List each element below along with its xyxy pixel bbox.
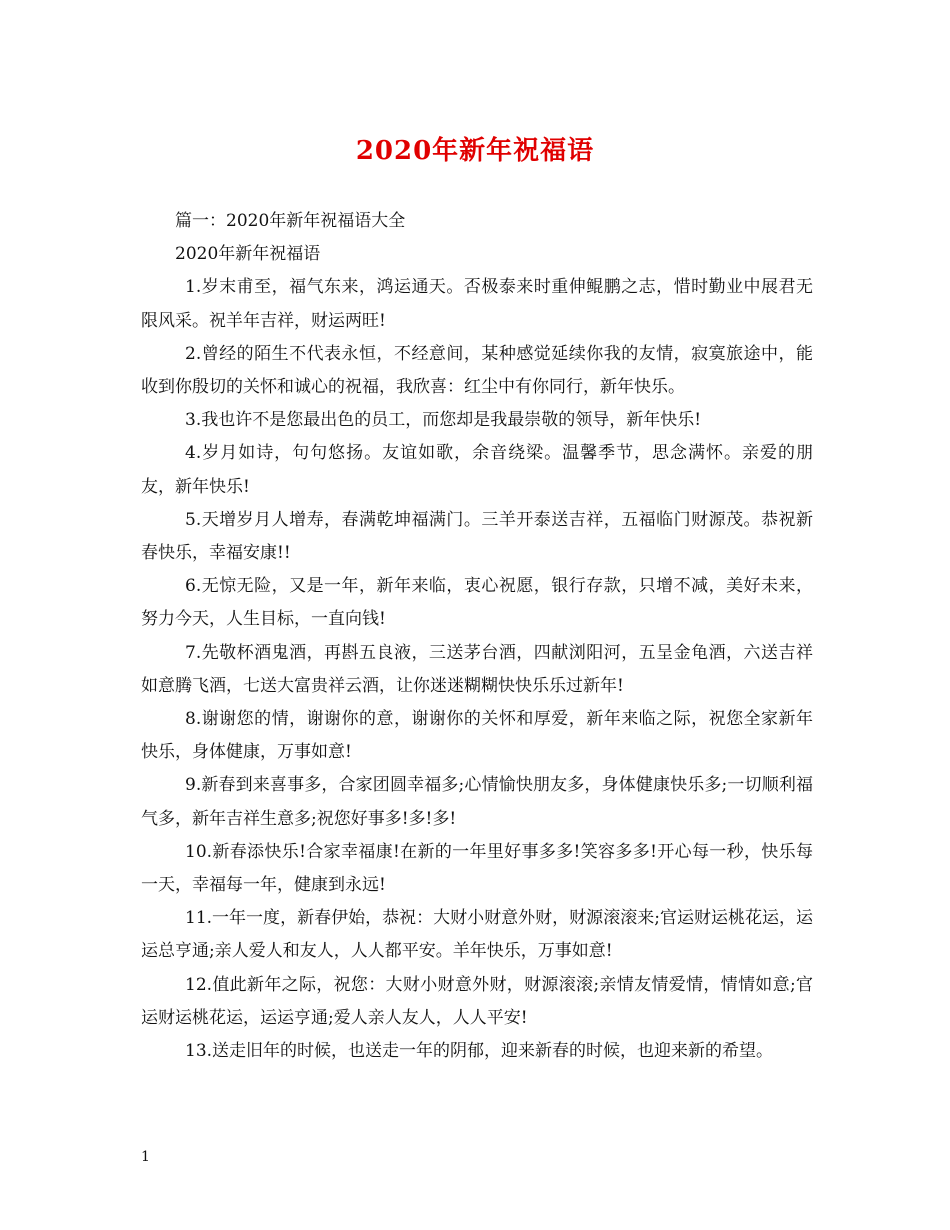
- list-item: 8.谢谢您的情，谢谢你的意，谢谢你的关怀和厚爱，新年来临之际，祝您全家新年快乐，身体健康，万事如意!: [141, 709, 813, 763]
- page-number: 1: [141, 1149, 150, 1165]
- section-heading: 2020年新年祝福语: [175, 244, 321, 265]
- list-item: 9.新春到来喜事多，合家团圆幸福多;心情愉快朋友多，身体健康快乐多;一切顺利福气多，新年吉祥生意多;祝您好事多!多!多!: [141, 775, 813, 829]
- list-item: 6.无惊无险，又是一年，新年来临，衷心祝愿，银行存款，只增不减，美好未来，努力今天，人生目标，一直向钱!: [141, 576, 813, 630]
- list-item: 11.一年一度，新春伊始，恭祝：大财小财意外财，财源滚滚来;官运财运桃花运，运运总亨通;亲人爱人和友人，人人都平安。羊年快乐，万事如意!: [141, 908, 813, 962]
- document-title: 2020年新年祝福语: [355, 136, 595, 166]
- list-item: 13.送走旧年的时候，也送走一年的阴郁，迎来新春的时候，也迎来新的希望。: [185, 1041, 774, 1062]
- list-item: 4.岁月如诗，句句悠扬。友谊如歌，余音绕梁。温馨季节，思念满怀。亲爱的朋友，新年快乐!: [141, 443, 813, 497]
- section-subtitle: 篇一：2020年新年祝福语大全: [175, 211, 406, 231]
- list-item: 7.先敬杯酒鬼酒，再斟五良液，三送茅台酒，四献浏阳河，五呈金龟酒，六送吉祥如意腾飞酒，七送大富贵祥云酒，让你迷迷糊糊快快乐乐过新年!: [141, 642, 813, 696]
- document-body: [141, 205, 813, 1068]
- list-item: 1.岁末甫至，福气东来，鸿运通天。否极泰来时重伸鲲鹏之志，惜时勤业中展君无限风采。祝羊年吉祥，财运两旺!: [141, 277, 813, 331]
- list-item: 3.我也许不是您最出色的员工，而您却是我最崇敬的领导，新年快乐!: [185, 410, 702, 431]
- list-item: 10.新春添快乐!合家幸福康!在新的一年里好事多多!笑容多多!开心每一秒，快乐每一天，幸福每一年，健康到永远!: [141, 841, 813, 896]
- list-item: 2.曾经的陌生不代表永恒，不经意间，某种感觉延续你我的友情，寂寞旅途中，能收到你殷切的关怀和诚心的祝福，我欣喜：红尘中有你同行，新年快乐。: [141, 343, 813, 398]
- list-item: 5.天增岁月人增寿，春满乾坤福满门。三羊开泰送吉祥，五福临门财源茂。恭祝新春快乐，幸福安康!!: [141, 509, 813, 564]
- list-item: 12.值此新年之际，祝您：大财小财意外财，财源滚滚;亲情友情爱情，情情如意;官运财运桃花运，运运亨通;爱人亲人友人，人人平安!: [141, 974, 813, 1028]
